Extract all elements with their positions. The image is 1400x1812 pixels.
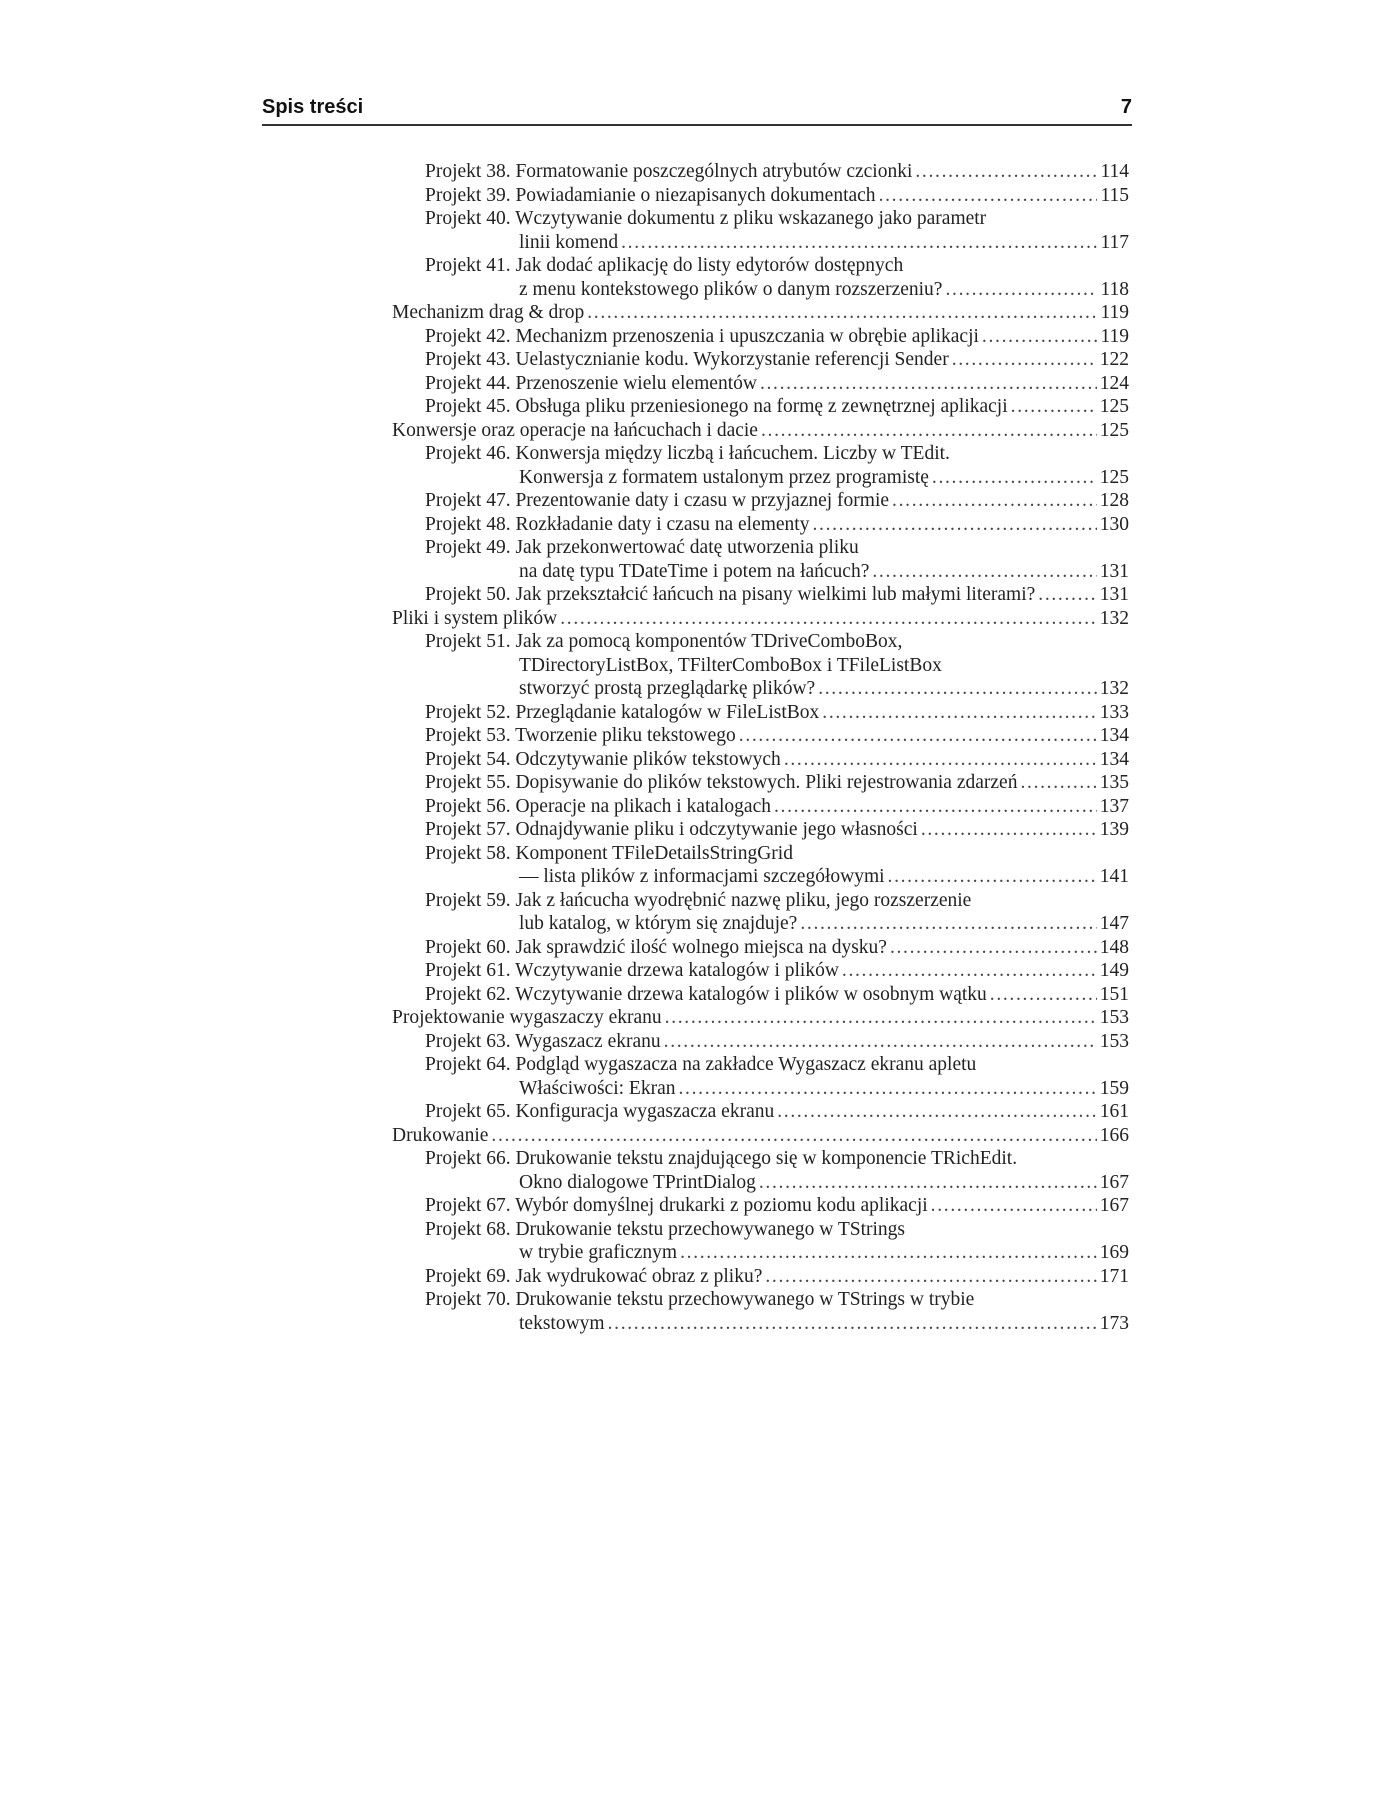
- toc-section-entry: [392, 301, 1129, 325]
- toc-entry-text: Projekt 38. Formatowanie poszczególnych atrybutów czcionki: [425, 161, 913, 182]
- dot-leader: [932, 466, 1097, 490]
- dot-leader: [777, 1100, 1097, 1124]
- toc-entry-line: [425, 184, 1129, 208]
- toc-entry-line: [425, 983, 1129, 1007]
- toc-entry-line: [425, 771, 1129, 795]
- toc-project-entry: [425, 442, 1129, 489]
- toc-entry-text: z menu kontekstowego plików o danym rozszerzeniu?: [519, 278, 943, 300]
- toc-page-number: 128: [1099, 490, 1129, 511]
- toc-project-entry: [425, 1030, 1129, 1054]
- toc-entry-text: Projekt 49. Jak przekonwertować datę utworzenia pliku: [425, 537, 859, 558]
- toc-entry-line: [425, 536, 1129, 560]
- toc-project-entry: [425, 372, 1129, 396]
- toc-page-number: 141: [1099, 866, 1129, 887]
- toc-entry-text: Projekt 63. Wygaszacz ekranu: [425, 1030, 661, 1052]
- toc-entry-line: [425, 207, 1129, 231]
- toc-entry-line: [425, 701, 1129, 725]
- toc-project-entry: [425, 536, 1129, 583]
- toc-entry-line: [425, 1030, 1129, 1054]
- toc-entry-text: Projekt 42. Mechanizm przenoszenia i upuszczania w obrębie aplikacji: [425, 325, 979, 347]
- toc-page-number: 131: [1099, 560, 1129, 582]
- toc-project-entry: [425, 184, 1129, 208]
- toc-entry-text: Projekt 67. Wybór domyślnej drukarki z poziomu kodu aplikacji: [425, 1195, 928, 1216]
- toc-entry-text: TDirectoryListBox, TFilterComboBox i TFileListBox: [519, 654, 942, 676]
- toc-page-number: 119: [1100, 325, 1129, 347]
- toc-entry-line: [425, 489, 1129, 513]
- dot-leader: [931, 1194, 1097, 1218]
- toc-entry-line: [425, 348, 1129, 372]
- dot-leader: [822, 701, 1096, 725]
- toc-page-number: 125: [1099, 396, 1129, 417]
- toc-entry-text: Projekt 46. Konwersja między liczbą i łańcuchem. Liczby w TEdit.: [425, 443, 950, 464]
- toc-entry-text: Projekt 43. Uelastycznianie kodu. Wykorzystanie referencji Sender: [425, 349, 949, 370]
- dot-leader: [761, 419, 1097, 443]
- toc-project-entry: [425, 254, 1129, 301]
- dot-leader: [739, 724, 1097, 748]
- toc-entry-text: Projekt 65. Konfiguracja wygaszacza ekranu: [425, 1101, 775, 1122]
- toc-project-entry: [425, 207, 1129, 254]
- toc-project-entry: [425, 889, 1129, 936]
- toc-page-number: 171: [1099, 1265, 1129, 1287]
- dot-leader: [587, 301, 1097, 325]
- toc-project-entry: [425, 959, 1129, 983]
- toc-project-entry: [425, 395, 1129, 419]
- toc-entry-line: [425, 1171, 1129, 1195]
- toc-entry-line: [392, 1124, 1129, 1148]
- toc-entry-line: [425, 1288, 1129, 1312]
- toc-project-entry: [425, 936, 1129, 960]
- toc-entry-line: [425, 160, 1129, 184]
- toc-project-entry: [425, 818, 1129, 842]
- dot-leader: [892, 489, 1097, 513]
- toc-page-number: 119: [1100, 302, 1129, 323]
- toc-page-number: 153: [1099, 1030, 1129, 1052]
- dot-leader: [1011, 395, 1097, 419]
- toc-project-entry: [425, 724, 1129, 748]
- toc-entry-line: [425, 254, 1129, 278]
- toc-entry-line: [425, 795, 1129, 819]
- toc-page-number: 159: [1099, 1077, 1129, 1099]
- toc-entry-text: Projekt 41. Jak dodać aplikację do listy edytorów dostępnych: [425, 255, 904, 276]
- toc-project-entry: [425, 795, 1129, 819]
- toc-entry-line: [425, 466, 1129, 490]
- toc-entry-line: [425, 1312, 1129, 1336]
- dot-leader: [784, 748, 1097, 772]
- toc-project-entry: [425, 160, 1129, 184]
- toc-section-entry: [392, 419, 1129, 443]
- dot-leader: [872, 560, 1096, 584]
- toc-project-entry: [425, 1265, 1129, 1289]
- dot-leader: [774, 795, 1097, 819]
- toc-entry-text: Projekt 68. Drukowanie tekstu przechowywanego w TStrings: [425, 1218, 906, 1240]
- toc-entry-text: Okno dialogowe TPrintDialog: [519, 1171, 756, 1193]
- dot-leader: [800, 912, 1096, 936]
- toc-entry-line: [425, 1194, 1129, 1218]
- toc-entry-text: Konwersja z formatem ustalonym przez programistę: [519, 466, 929, 488]
- toc-entry-text: linii komend: [519, 231, 619, 253]
- toc-entry-line: [425, 818, 1129, 842]
- toc-project-entry: [425, 842, 1129, 889]
- dot-leader: [760, 372, 1097, 396]
- toc-page-number: 167: [1099, 1171, 1129, 1193]
- toc-entry-text: lub katalog, w którym się znajduje?: [519, 913, 798, 934]
- toc-page-number: 151: [1099, 983, 1129, 1005]
- toc-project-entry: [425, 1288, 1129, 1335]
- toc-entry-line: [425, 560, 1129, 584]
- toc-page-number: 166: [1099, 1124, 1129, 1146]
- dot-leader: [664, 1030, 1097, 1054]
- toc-entry-text: Konwersje oraz operacje na łańcuchach i dacie: [392, 419, 758, 441]
- toc-entry-line: [425, 959, 1129, 983]
- toc-entry-line: [425, 1077, 1129, 1101]
- toc-entry-line: [392, 419, 1129, 443]
- dot-leader: [982, 325, 1098, 349]
- toc-page-number: 167: [1099, 1195, 1129, 1216]
- toc-entry-line: [425, 583, 1129, 607]
- toc-entry-text: Projekt 52. Przeglądanie katalogów w FileListBox: [425, 701, 820, 723]
- toc-page-number: 135: [1099, 772, 1129, 793]
- toc-page-number: 133: [1099, 701, 1129, 723]
- toc-entry-line: [425, 936, 1129, 960]
- toc-page-number: 134: [1099, 748, 1129, 770]
- toc-entry-text: Projekt 61. Wczytywanie drzewa katalogów i plików: [425, 960, 839, 981]
- toc-project-entry: [425, 513, 1129, 537]
- toc-entry-text: Projekt 57. Odnajdywanie pliku i odczytywanie jego własności: [425, 819, 918, 840]
- toc-entry-text: Projekt 66. Drukowanie tekstu znajdującego się w komponencie TRichEdit.: [425, 1148, 1018, 1169]
- dot-leader: [1020, 771, 1096, 795]
- toc-entry-text: Projekt 44. Przenoszenie wielu elementów: [425, 372, 757, 394]
- toc-project-entry: [425, 1218, 1129, 1265]
- toc-entry-text: Projekt 45. Obsługa pliku przeniesionego na formę z zewnętrznej aplikacji: [425, 396, 1008, 417]
- toc-entry-line: [425, 1100, 1129, 1124]
- toc-page-number: 148: [1099, 936, 1129, 958]
- toc-project-entry: [425, 1147, 1129, 1194]
- toc-page-number: 169: [1099, 1242, 1129, 1263]
- toc-entry-text: Pliki i system plików: [392, 607, 558, 629]
- toc-section-entry: [392, 1006, 1129, 1030]
- toc-entry-text: na datę typu TDateTime i potem na łańcuch?: [519, 560, 870, 582]
- toc-project-entry: [425, 630, 1129, 701]
- toc-entry-text: Projekt 39. Powiadamianie o niezapisanych dokumentach: [425, 184, 876, 206]
- toc-entry-text: stworzyć prostą przeglądarkę plików?: [519, 678, 816, 699]
- toc-entry-line: [425, 724, 1129, 748]
- toc-entry-line: [425, 325, 1129, 349]
- toc-entry-line: [425, 630, 1129, 654]
- toc-entry-text: Właściwości: Ekran: [519, 1077, 676, 1099]
- toc-entry-line: [425, 513, 1129, 537]
- toc-page-number: 114: [1100, 161, 1129, 182]
- dot-leader: [842, 959, 1097, 983]
- toc-page-number: 132: [1099, 678, 1129, 699]
- toc-entry-line: [392, 607, 1129, 631]
- toc-page-number: 149: [1099, 960, 1129, 981]
- toc-section-entry: [392, 607, 1129, 631]
- toc-entry-line: [425, 231, 1129, 255]
- toc-entry-line: [425, 395, 1129, 419]
- dot-leader: [888, 865, 1097, 889]
- toc-entry-text: Projekt 70. Drukowanie tekstu przechowywanego w TStrings w trybie: [425, 1289, 975, 1310]
- toc-entry-text: Projekt 56. Operacje na plikach i katalogach: [425, 795, 771, 817]
- dot-leader: [921, 818, 1097, 842]
- toc-entry-text: Drukowanie: [392, 1124, 489, 1146]
- toc-project-entry: [425, 983, 1129, 1007]
- toc-project-entry: [425, 583, 1129, 607]
- toc-page-number: 122: [1099, 349, 1129, 370]
- toc-page-number: 134: [1099, 725, 1129, 746]
- toc-project-entry: [425, 489, 1129, 513]
- dot-leader: [952, 348, 1097, 372]
- dot-leader: [879, 184, 1098, 208]
- toc-entry-text: Projekt 64. Podgląd wygaszacza na zakładce Wygaszacz ekranu apletu: [425, 1054, 977, 1075]
- toc-project-entry: [425, 325, 1129, 349]
- toc-page-number: 125: [1099, 419, 1129, 441]
- dot-leader: [679, 1077, 1097, 1101]
- toc-entry-line: [425, 1265, 1129, 1289]
- toc-entry-text: Projekt 69. Jak wydrukować obraz z pliku?: [425, 1265, 763, 1287]
- toc-entry-line: [425, 278, 1129, 302]
- toc-page-number: 131: [1099, 584, 1129, 605]
- toc-page-number: 130: [1099, 513, 1129, 535]
- toc-project-entry: [425, 771, 1129, 795]
- toc-page-number: 125: [1099, 466, 1129, 488]
- toc-page-number: 137: [1099, 795, 1129, 817]
- dot-leader: [759, 1171, 1097, 1195]
- toc-entry-text: tekstowym: [519, 1312, 605, 1334]
- toc-page-number: 118: [1100, 278, 1129, 300]
- dot-leader: [818, 677, 1097, 701]
- toc-page-number: 124: [1099, 372, 1129, 394]
- toc-entry-text: Mechanizm drag & drop: [392, 302, 585, 323]
- dot-leader: [765, 1265, 1096, 1289]
- toc-entry-line: [425, 912, 1129, 936]
- toc-entry-text: Projekt 47. Prezentowanie daty i czasu w przyjaznej formie: [425, 490, 890, 511]
- toc-entry-line: [392, 1006, 1129, 1030]
- toc-entry-text: Projekt 48. Rozkładanie daty i czasu na elementy: [425, 513, 810, 535]
- toc-entry-line: [425, 654, 1129, 678]
- toc-entry-text: Projekt 62. Wczytywanie drzewa katalogów i plików w osobnym wątku: [425, 983, 987, 1005]
- toc-page-number: 115: [1100, 184, 1129, 206]
- toc-page-number: 173: [1099, 1312, 1129, 1334]
- header-page-number: 7: [1120, 96, 1132, 118]
- toc-entry-line: [425, 372, 1129, 396]
- toc-entry-line: [425, 442, 1129, 466]
- toc-entry-line: [425, 865, 1129, 889]
- toc-entry-line: [425, 1053, 1129, 1077]
- toc-entry-text: Projekt 59. Jak z łańcucha wyodrębnić nazwę pliku, jego rozszerzenie: [425, 889, 972, 911]
- dot-leader: [990, 983, 1097, 1007]
- dot-leader: [560, 607, 1097, 631]
- running-header: [262, 96, 1132, 126]
- toc-page-number: 117: [1100, 231, 1129, 253]
- toc-page-number: 147: [1099, 913, 1129, 934]
- dot-leader: [945, 278, 1097, 302]
- toc-entry-text: Projekt 60. Jak sprawdzić ilość wolnego miejsca na dysku?: [425, 936, 887, 958]
- dot-leader: [608, 1312, 1097, 1336]
- dot-leader: [1038, 583, 1096, 607]
- toc-entry-line: [425, 1241, 1129, 1265]
- toc-entry-text: Projekt 58. Komponent TFileDetailsStringGrid: [425, 842, 793, 864]
- dot-leader: [680, 1241, 1097, 1265]
- toc-page-number: 139: [1099, 819, 1129, 840]
- dot-leader: [621, 231, 1097, 255]
- dot-leader: [491, 1124, 1096, 1148]
- toc-entry-line: [425, 677, 1129, 701]
- toc-entry-text: Projekt 55. Dopisywanie do plików tekstowych. Pliki rejestrowania zdarzeń: [425, 772, 1018, 793]
- toc-entry-line: [425, 889, 1129, 913]
- toc-section-entry: [392, 1124, 1129, 1148]
- toc-entry-line: [425, 1147, 1129, 1171]
- toc-entry-text: Projektowanie wygaszaczy ekranu: [392, 1007, 662, 1028]
- toc-entry-text: Projekt 51. Jak za pomocą komponentów TDriveComboBox,: [425, 631, 903, 652]
- header-title: Spis treści: [262, 96, 364, 118]
- toc-project-entry: [425, 1053, 1129, 1100]
- toc-entry-text: w trybie graficznym: [519, 1242, 678, 1263]
- dot-leader: [915, 160, 1097, 184]
- toc-page-number: 153: [1099, 1007, 1129, 1028]
- toc-page-number: 161: [1099, 1101, 1129, 1122]
- toc-project-entry: [425, 748, 1129, 772]
- toc-entry-text: — lista plików z informacjami szczegółowymi: [519, 866, 885, 887]
- dot-leader: [812, 513, 1096, 537]
- table-of-contents: [392, 160, 1129, 1335]
- dot-leader: [890, 936, 1097, 960]
- toc-project-entry: [425, 1100, 1129, 1124]
- toc-entry-line: [425, 748, 1129, 772]
- toc-entry-text: Projekt 40. Wczytywanie dokumentu z pliku wskazanego jako parametr: [425, 208, 987, 229]
- toc-entry-line: [425, 1218, 1129, 1242]
- toc-project-entry: [425, 701, 1129, 725]
- toc-entry-line: [392, 301, 1129, 325]
- toc-entry-text: Projekt 54. Odczytywanie plików tekstowych: [425, 748, 781, 770]
- toc-project-entry: [425, 1194, 1129, 1218]
- toc-entry-text: Projekt 50. Jak przekształcić łańcuch na pisany wielkimi lub małymi literami?: [425, 584, 1036, 605]
- toc-entry-line: [425, 842, 1129, 866]
- toc-page-number: 132: [1099, 607, 1129, 629]
- toc-project-entry: [425, 348, 1129, 372]
- dot-leader: [665, 1006, 1097, 1030]
- toc-entry-text: Projekt 53. Tworzenie pliku tekstowego: [425, 725, 736, 746]
